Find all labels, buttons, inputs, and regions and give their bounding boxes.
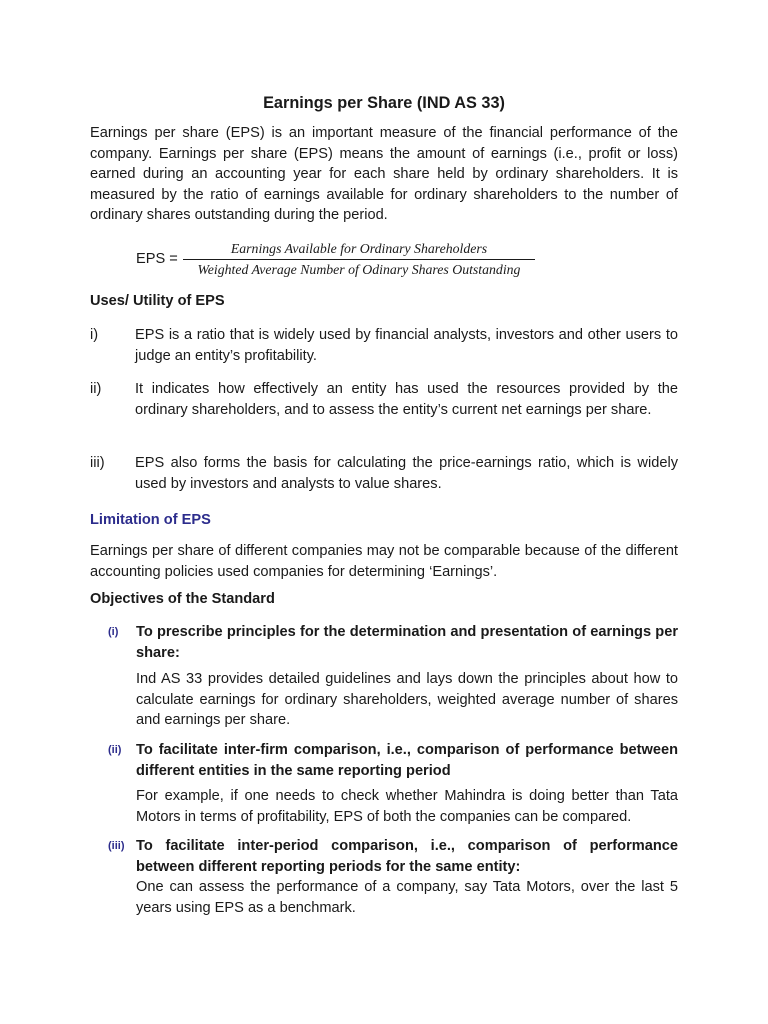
objective-title: To facilitate inter-firm comparison, i.e., comparison of performance between different entities in the same reporting period — [136, 742, 678, 779]
objective-1-body: Ind AS 33 provides detailed guidelines and lays down the principles about how to calculate earnings for ordinary shareholders, weighted average number of shares and earnings per share. — [136, 671, 678, 728]
list-number: i) — [90, 327, 99, 343]
formula-numerator: Earnings Available for Ordinary Shareholders — [230, 241, 488, 256]
list-text: It indicates how effectively an entity has used the resources provided by the ordinary shareholders, and to assess the entity’s current net earnings per share. — [135, 381, 678, 418]
formula-fraction — [183, 240, 535, 278]
list-number: iii) — [90, 455, 105, 471]
objective-title: To prescribe principles for the determination and presentation of earnings per share: — [136, 624, 678, 661]
objective-2 — [108, 740, 678, 781]
objectives-heading: Objectives of the Standard — [90, 591, 275, 607]
formula-lhs: EPS = — [136, 251, 178, 267]
objective-number: (i) — [108, 626, 119, 638]
list-text: EPS is a ratio that is widely used by financial analysts, investors and other users to judge an entity’s profitability. — [135, 327, 678, 364]
objective-3 — [108, 836, 678, 877]
uses-heading: Uses/ Utility of EPS — [90, 293, 225, 309]
objective-2-body: For example, if one needs to check whether Mahindra is doing better than Tata Motors in terms of profitability, EPS of both the companies can be compared. — [136, 788, 678, 825]
objective-1 — [108, 622, 678, 663]
objective-number: (iii) — [108, 840, 125, 852]
objective-3-body: One can assess the performance of a company, say Tata Motors, over the last 5 years using EPS as a benchmark. — [136, 879, 678, 916]
uses-item-3 — [90, 453, 678, 494]
intro-paragraph: Earnings per share (EPS) is an important measure of the financial performance of the company. Earnings per share (EPS) means the amount of earnings (i.e., profit or loss) earned during an accounting year for each share held by ordinary shareholders. It is measured by the ratio of earnings available for ordinary shareholders to the number of ordinary shares outstanding during the period. — [90, 125, 678, 223]
objective-number: (ii) — [108, 744, 122, 756]
fraction-bar — [183, 259, 535, 260]
uses-item-1 — [90, 325, 678, 366]
objective-title: To facilitate inter-period comparison, i.e., comparison of performance between different reporting periods for the same entity: — [136, 838, 678, 875]
uses-item-2 — [90, 379, 678, 420]
list-text: EPS also forms the basis for calculating the price-earnings ratio, which is widely used by investors and analysts to value shares. — [135, 455, 678, 492]
eps-formula — [136, 240, 556, 280]
page-title: Earnings per Share (IND AS 33) — [263, 94, 505, 112]
limitation-heading: Limitation of EPS — [90, 512, 211, 528]
list-number: ii) — [90, 381, 102, 397]
limitation-paragraph: Earnings per share of different companies may not be comparable because of the different accounting policies used companies for determining ‘Earnings’. — [90, 543, 678, 580]
formula-denominator: Weighted Average Number of Odinary Shares Outstanding — [197, 262, 521, 277]
